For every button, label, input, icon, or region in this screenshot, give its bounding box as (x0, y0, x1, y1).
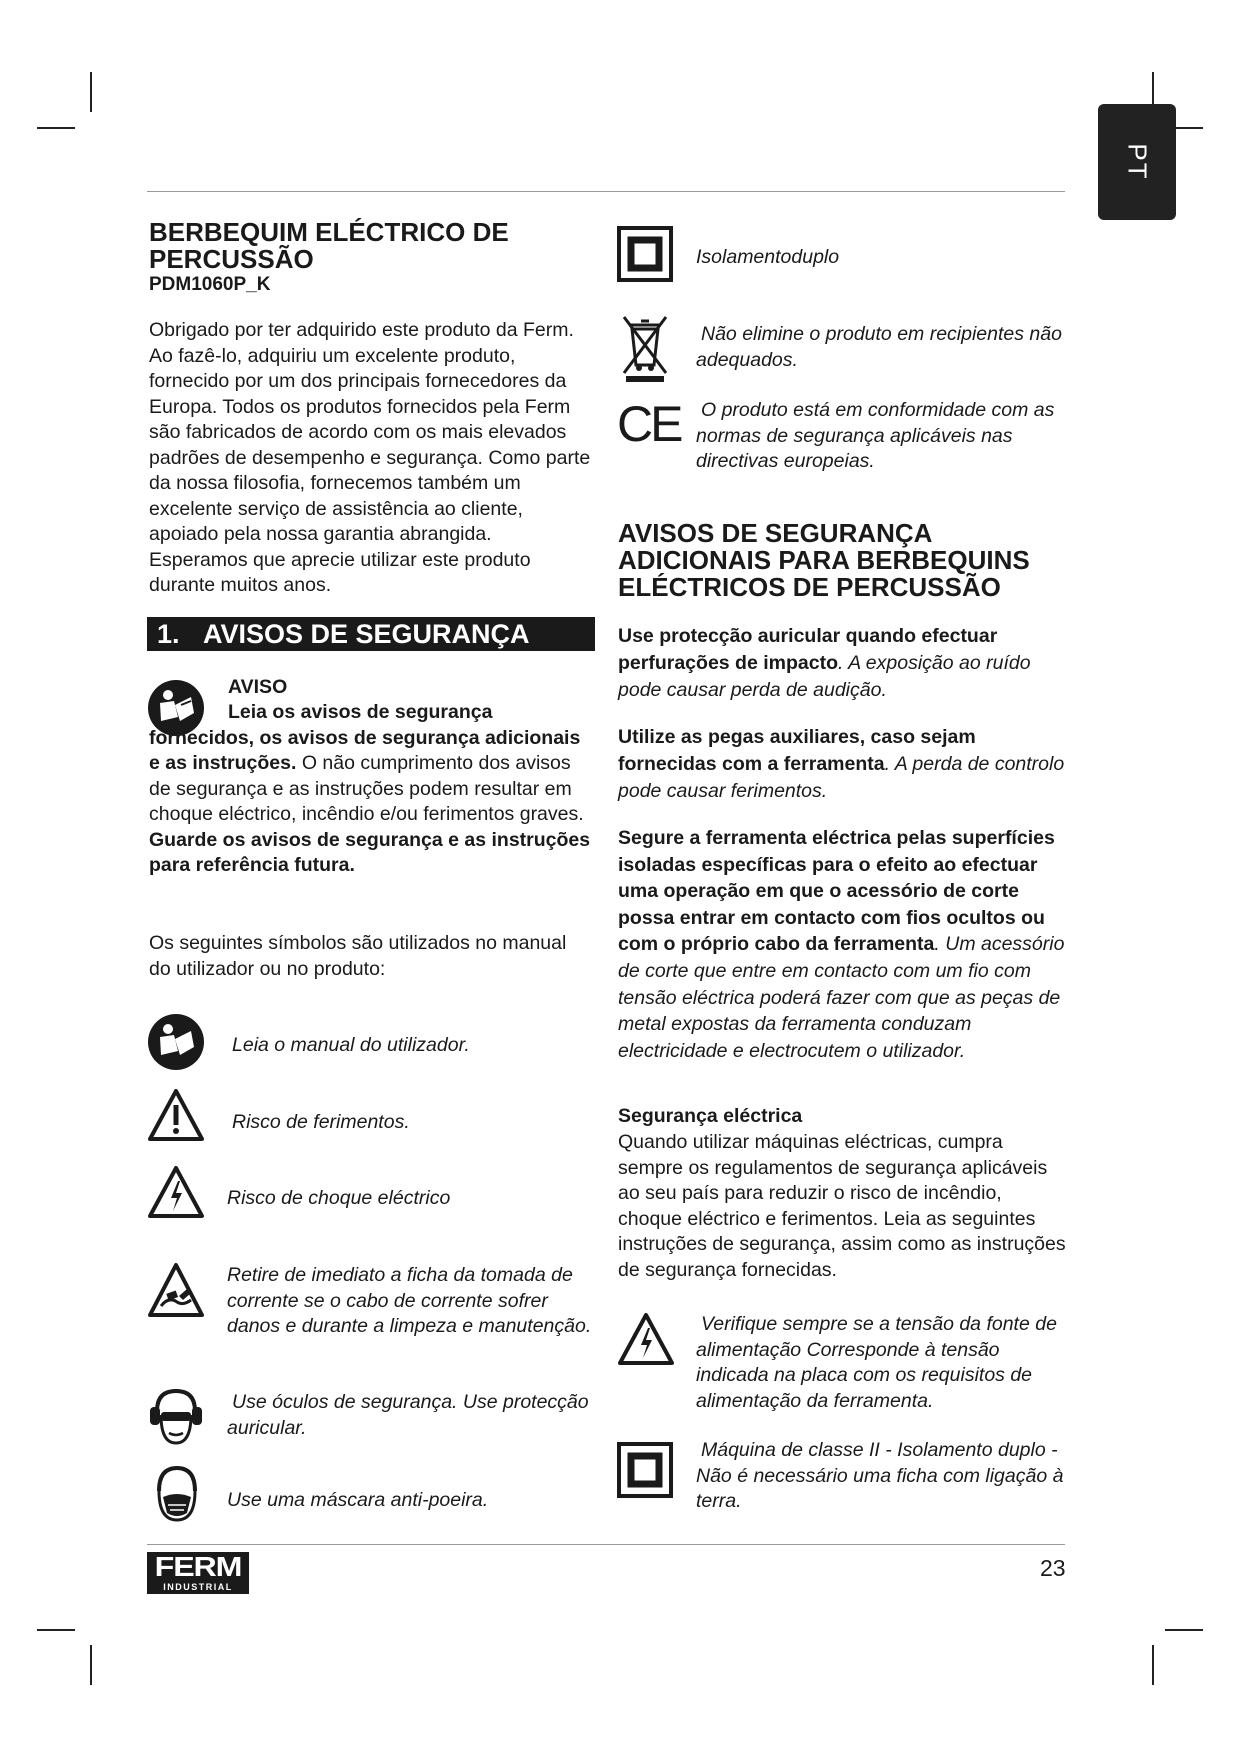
symbol-caption: Leia o manual do utilizador. (232, 1034, 470, 1056)
electric-shock-icon (147, 1165, 205, 1219)
section-1-title: AVISOS DE SEGURANÇA (203, 619, 530, 649)
crop-mark (90, 1645, 92, 1685)
voltage-warning-icon (617, 1312, 675, 1366)
model-number: PDM1060P_K (149, 274, 271, 295)
symbol-caption: Risco de choque eléctrico (227, 1187, 451, 1209)
warning-heading: AVISO (228, 676, 288, 698)
crop-mark (37, 1629, 75, 1631)
symbol-caption: Risco de ferimentos. (232, 1111, 410, 1133)
logo-wordmark: FERM (154, 1551, 242, 1582)
warning-paragraph (149, 700, 596, 879)
language-tab-label: PT (1122, 143, 1153, 181)
symbol-caption: Use óculos de segurança. Use protecção auricular. (227, 1391, 589, 1439)
safety-paragraph-2-italic: . A perda de controlo pode causar ferimentos. (618, 753, 1065, 802)
ferm-industrial-logo (147, 1552, 249, 1594)
logo-subtitle: INDUSTRIAL (163, 1582, 233, 1592)
double-insulation-icon (617, 226, 673, 282)
goggles-ear-protection-icon (147, 1387, 205, 1447)
crop-mark (1165, 1629, 1203, 1631)
symbols-intro: Os seguintes símbolos são utilizados no manual do utilizador ou no produto: (149, 932, 567, 980)
safety-paragraph-2-bold: Utilize as pegas auxiliares, caso sejam fornecidas com a ferramenta (618, 726, 976, 775)
electric-safety-text: Quando utilizar máquinas eléctricas, cumpra sempre os regulamentos de segurança aplicáveis ao seu país para reduzir o risco de incêndio, choque eléctrico e ferimentos. Leia as seguintes instruções de segurança, assim como as instruções de segurança fornecidas. (618, 1131, 1066, 1281)
crop-mark (1152, 1645, 1154, 1685)
symbol-caption: Não elimine o produto em recipientes não adequados. (696, 323, 1062, 371)
symbol-caption: Use uma máscara anti-poeira. (227, 1489, 489, 1511)
page-number: 23 (1040, 1555, 1066, 1581)
section-2-heading: AVISOS DE SEGURANÇA ADICIONAIS PARA BERBEQUINS ELÉCTRICOS DE PERCUSSÃO (618, 518, 1030, 602)
document-header (149, 219, 589, 297)
crossed-bin-icon (620, 313, 670, 383)
safety-paragraph-1 (618, 623, 1068, 704)
crop-mark (90, 72, 92, 112)
electric-safety-heading: Segurança eléctrica (618, 1105, 803, 1127)
section-1-number: 1. (157, 619, 180, 649)
warning-bold-text-2: Guarde os avisos de segurança e as instruções para referência futura. (149, 828, 591, 876)
safety-paragraph-3-bold: Segure a ferramenta eléctrica pelas superfícies isoladas específicas para o efeito ao efectuar uma operação em que o acessório de corte possa entrar em contacto com fios ocultos ou com o próprio cabo da ferramenta (618, 827, 1055, 956)
symbol-caption: Isolamentoduplo (696, 246, 840, 268)
safety-paragraph-1-italic: . A exposição ao ruído pode causar perda de audição. (618, 652, 1031, 701)
symbol-caption: Verifique sempre se a tensão da fonte de alimentação Corresponde à tensão indicada na placa com os requisitos de alimentação da ferramenta. (696, 1313, 1057, 1412)
safety-paragraph-2 (618, 724, 1068, 805)
warning-text: O não cumprimento dos avisos de segurança e as instruções podem resultar em choque eléctrico, incêndio e/ou ferimentos graves. (149, 752, 584, 825)
section-1-heading (147, 617, 595, 651)
ce-mark-icon: CE (617, 396, 681, 452)
warning-bold-text: Leia os avisos de segurança fornecidos, os avisos de segurança adicionais e as instruções. (149, 701, 581, 774)
safety-paragraph-3-italic: . Um acessório de corte que entre em contacto com um fio com tensão eléctrica poderá fazer com que as peças de metal expostas da ferramenta conduzam electricidade e electrocutem o utilizador. (618, 933, 1065, 1062)
class-ii-icon (617, 1442, 673, 1498)
unplug-icon (147, 1262, 205, 1318)
footer-rule (147, 1544, 1065, 1545)
symbol-caption: Máquina de classe II - Isolamento duplo - Não é necessário uma ficha com ligação à terra. (696, 1439, 1064, 1512)
symbol-caption: Retire de imediato a ficha da tomada de corrente se o cabo de corrente sofrer danos e durante a limpeza e manutenção. (227, 1264, 592, 1337)
symbol-caption: O produto está em conformidade com as normas de segurança aplicáveis nas directivas europeias. (696, 399, 1055, 472)
safety-paragraph-3 (618, 825, 1068, 1064)
intro-paragraph: Obrigado por ter adquirido este produto da Ferm. Ao fazê-lo, adquiriu um excelente produto, fornecido por um dos principais fornecedores da Europa. Todos os produtos fornecidos pela Ferm são fabricados de acordo com os mais elevados padrões de desempenho e segurança. Como parte da nossa filosofia, fornecemos também um excelente serviço de assistência ao cliente, apoiado pela nossa garantia abrangida. Esperamos que aprecie utilizar este produto durante muitos anos. (149, 319, 591, 596)
document-title: BERBEQUIM ELÉCTRICO DE PERCUSSÃO (149, 217, 509, 274)
read-manual-icon (147, 1013, 205, 1071)
header-rule (147, 191, 1065, 192)
dust-mask-icon (152, 1465, 202, 1523)
safety-paragraph-1-bold: Use protecção auricular quando efectuar perfurações de impacto (618, 625, 998, 674)
language-tab (1098, 104, 1176, 220)
crop-mark (37, 127, 75, 129)
warning-triangle-icon (147, 1088, 205, 1142)
